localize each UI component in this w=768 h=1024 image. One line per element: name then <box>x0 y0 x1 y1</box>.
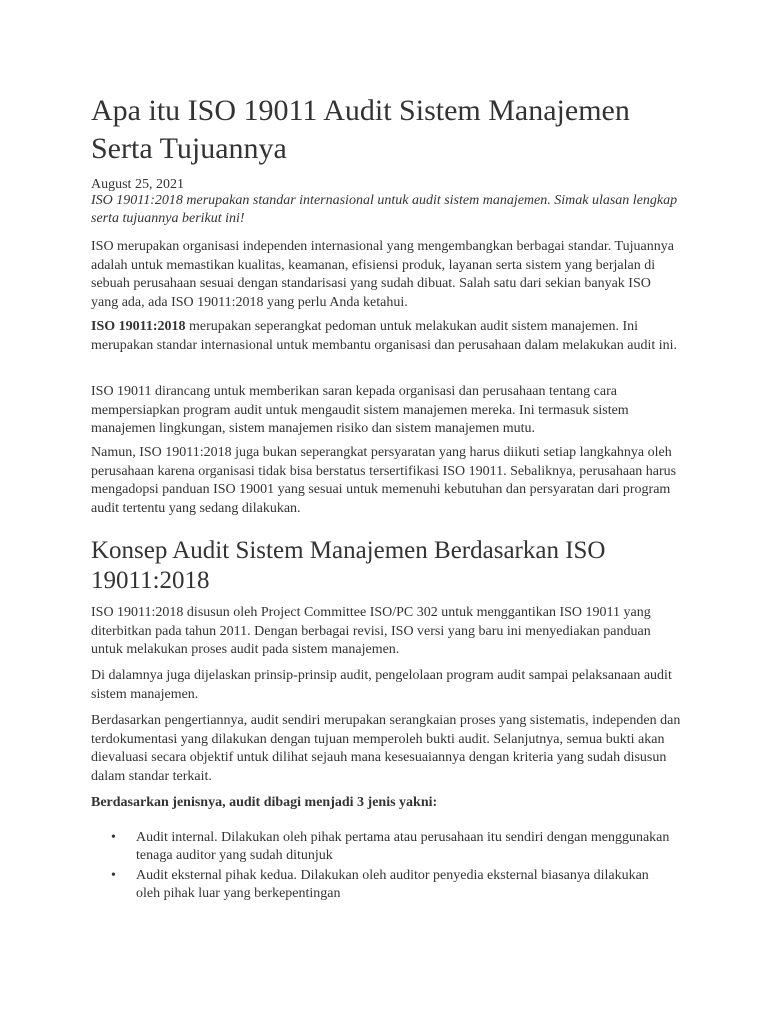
article-date: August 25, 2021 <box>91 177 184 192</box>
paragraph-2-text: merupakan seperangkat pedoman untuk melakukan audit sistem manajemen. Ini merupakan standar internasional untuk membantu organisasi dan perusahaan dalam melakukan audit ini. <box>91 319 678 353</box>
paragraph-1: ISO merupakan organisasi independen internasional yang mengembangkan berbagai standar. Tujuannya adalah untuk memastikan kualitas, keamanan, efisiensi produk, layanan serta sistem yang berjalan di sebuah perusahaan sesuai dengan standarisasi yang sudah dibuat. Salah satu dari sekian banyak ISO yang ada, ada ISO 19011:2018 yang perlu Anda ketahui. <box>91 239 674 310</box>
paragraph-6: Di dalamnya juga dijelaskan prinsip-prinsip audit, pengelolaan program audit sampai pelaksanaan audit sistem manajemen. <box>91 668 672 702</box>
list-item-text: Audit eksternal pihak kedua. Dilakukan oleh auditor penyedia eksternal biasanya dilakukan oleh pihak luar yang berkepentingan <box>136 868 649 901</box>
paragraph-3: ISO 19011 dirancang untuk memberikan saran kepada organisasi dan perusahaan tentang cara mempersiapkan program audit untuk mengaudit sistem manajemen mereka. Ini termasuk sistem manajemen lingkungan, sistem manajemen risiko dan sistem manajemen mutu. <box>91 384 629 436</box>
paragraph-7: Berdasarkan pengertiannya, audit sendiri merupakan serangkaian proses yang sistematis, independen dan terdokumentasi yang dilakukan dengan tujuan memperoleh bukti audit. Selanjutnya, semua bukti akan dievaluasi secara objektif untuk dilihat sejauh mana kesesuaiannya dengan kriteria yang sudah disusun dalam standar terkait. <box>91 713 681 784</box>
list-item <box>91 867 671 903</box>
article-lead: ISO 19011:2018 merupakan standar internasional untuk audit sistem manajemen. Simak ulasan lengkap serta tujuannya berikut ini! <box>91 193 678 226</box>
paragraph-2 <box>91 318 681 355</box>
list-item <box>91 829 671 865</box>
paragraph-5: ISO 19011:2018 disusun oleh Project Committee ISO/PC 302 untuk menggantikan ISO 19011 yang diterbitkan pada tahun 2011. Dengan berbagai revisi, ISO versi yang baru ini menyediakan panduan untuk melakukan proses audit pada sistem manajemen. <box>91 605 651 657</box>
paragraph-2-bold: ISO 19011:2018 <box>91 319 186 334</box>
article-title: Apa itu ISO 19011 Audit Sistem Manajemen Serta Tujuannya <box>91 94 630 165</box>
bullet-icon: • <box>111 830 116 845</box>
audit-types-list <box>91 829 671 905</box>
bullet-icon: • <box>111 868 116 883</box>
paragraph-8: Berdasarkan jenisnya, audit dibagi menjadi 3 jenis yakni: <box>91 795 438 810</box>
paragraph-4: Namun, ISO 19011:2018 juga bukan seperangkat persyaratan yang harus diikuti setiap langkahnya oleh perusahaan karena organisasi tidak bisa berstatus tersertifikasi ISO 19011. Sebaliknya, perusahaan harus mengadopsi panduan ISO 19001 yang sesuai untuk memenuhi kebutuhan dan persyaratan dari program audit tertentu yang sedang dilakukan. <box>91 445 677 516</box>
section-heading: Konsep Audit Sistem Manajemen Berdasarkan ISO 19011:2018 <box>91 537 606 594</box>
list-item-text: Audit internal. Dilakukan oleh pihak pertama atau perusahaan itu sendiri dengan menggunakan tenaga auditor yang sudah ditunjuk <box>136 830 670 863</box>
